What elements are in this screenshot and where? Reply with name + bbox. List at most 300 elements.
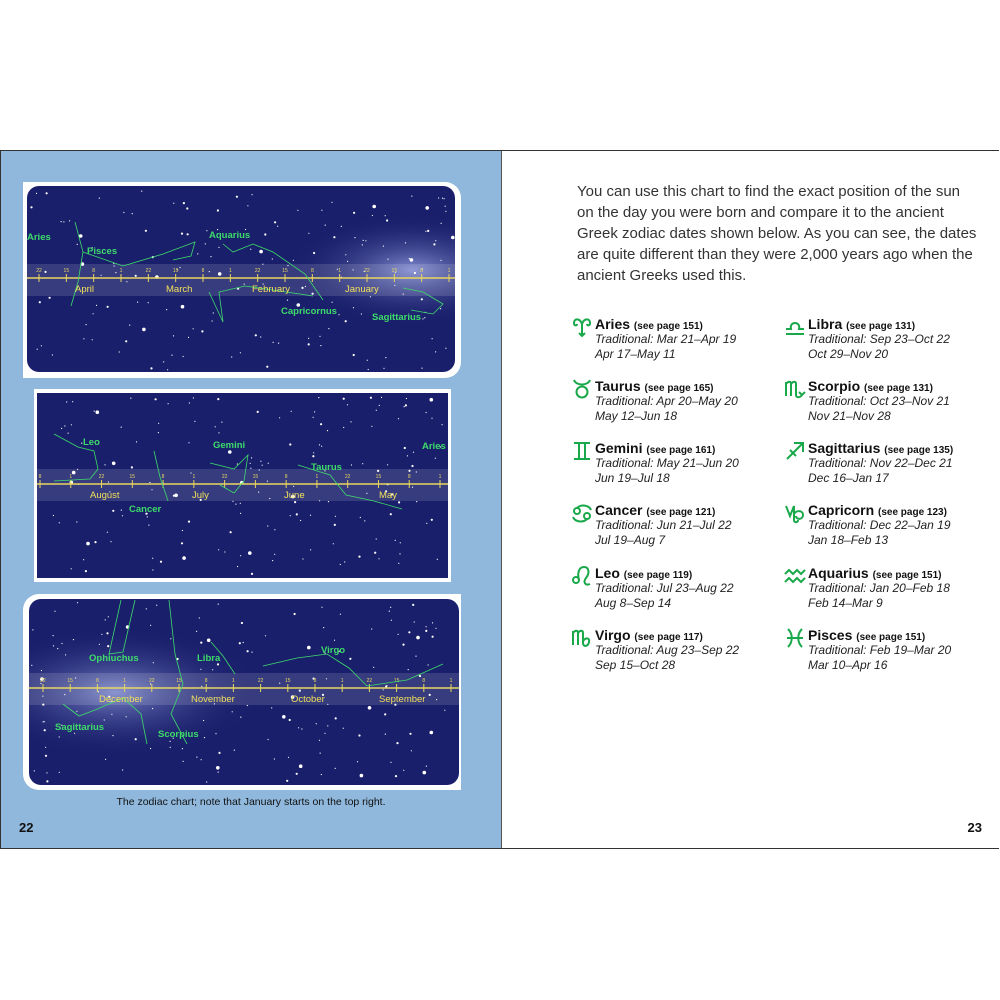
date-tick-label: 15 [172, 268, 179, 274]
star [260, 461, 261, 462]
star [308, 338, 309, 339]
page-reference: (see page 165) [644, 383, 714, 394]
star [77, 602, 78, 603]
star [298, 727, 299, 728]
star [274, 529, 275, 530]
star [194, 421, 195, 422]
star [320, 753, 321, 754]
star [252, 194, 253, 195]
star [104, 719, 105, 720]
date-tick-label: 22 [257, 678, 264, 684]
star [362, 244, 363, 245]
star [101, 634, 102, 635]
star [423, 771, 427, 775]
star [83, 338, 84, 339]
star [415, 656, 416, 657]
star [335, 717, 337, 719]
star-chart-3-svg [23, 594, 461, 790]
page-reference: (see page 121) [646, 507, 716, 518]
traditional-dates: Traditional: Jun 21–Jul 22 [595, 518, 732, 532]
date-tick-label: 15 [67, 678, 73, 684]
left-page [1, 151, 501, 848]
star [430, 731, 434, 735]
cancer-icon [571, 502, 593, 524]
date-tick-label: 22 [364, 268, 370, 274]
star [416, 501, 417, 502]
star [183, 761, 184, 762]
month-label: May [379, 490, 397, 501]
star [398, 418, 399, 419]
star [351, 464, 352, 465]
star [200, 669, 201, 670]
star [327, 430, 328, 431]
star [31, 665, 32, 666]
star [221, 422, 222, 423]
star [416, 636, 420, 640]
sign-title [808, 378, 998, 394]
star [61, 643, 62, 644]
sagittarius-icon [784, 440, 806, 462]
star [130, 398, 131, 399]
date-tick-label: 8 [38, 474, 42, 480]
sign-name: Leo [595, 565, 620, 581]
star [204, 737, 205, 738]
star [147, 516, 148, 517]
star [200, 642, 202, 644]
star [341, 226, 342, 227]
star [218, 247, 219, 248]
page-reference: (see page 131) [864, 383, 933, 394]
star [112, 510, 114, 512]
star [86, 542, 90, 546]
date-tick-label: 22 [221, 474, 228, 480]
star [335, 768, 336, 769]
star [422, 318, 423, 319]
date-tick-label: 15 [63, 268, 70, 274]
constellation-label: Pisces [87, 246, 118, 257]
star [362, 463, 363, 464]
constellation-label: Virgo [321, 645, 346, 656]
star [212, 320, 213, 321]
date-tick-label: 22 [344, 474, 351, 480]
star [433, 243, 435, 245]
star [403, 770, 404, 771]
right-page [501, 151, 1000, 848]
star [76, 711, 77, 712]
sign-title [808, 502, 998, 518]
star [156, 605, 157, 606]
star [181, 305, 185, 309]
star [296, 773, 298, 775]
date-tick-label: 1 [232, 678, 235, 684]
star [131, 466, 133, 468]
star [104, 464, 105, 465]
sign-title [595, 378, 785, 394]
page-reference: (see page 161) [646, 445, 716, 456]
sign-name: Virgo [595, 627, 631, 643]
star [301, 728, 302, 729]
star [53, 635, 54, 636]
star [445, 211, 446, 212]
star [61, 428, 62, 429]
date-tick-label: 15 [176, 678, 182, 684]
month-label: January [345, 284, 379, 295]
star [251, 652, 252, 653]
star [381, 397, 382, 398]
star [365, 240, 366, 241]
month-label: December [99, 694, 143, 705]
star [412, 604, 414, 606]
star [267, 525, 268, 526]
star [44, 729, 46, 731]
star [347, 261, 348, 262]
star [108, 616, 109, 617]
sign-title [808, 565, 998, 581]
star [296, 513, 298, 515]
star [65, 654, 66, 655]
date-tick-label: 8 [310, 268, 314, 274]
date-tick-label: 1 [340, 678, 344, 684]
star [196, 757, 197, 758]
star [410, 258, 414, 262]
actual-dates: Aug 8–Sep 14 [595, 596, 672, 610]
star [404, 406, 405, 407]
star [297, 210, 298, 211]
star [353, 354, 355, 356]
star [426, 412, 427, 413]
star [376, 410, 377, 411]
star [302, 558, 303, 559]
star [150, 748, 151, 749]
star [278, 343, 279, 344]
star [390, 513, 392, 515]
star [391, 620, 392, 621]
month-label: March [166, 284, 193, 295]
star [383, 246, 384, 247]
star [262, 465, 263, 466]
star [444, 198, 445, 199]
star [435, 240, 436, 241]
star [37, 349, 38, 350]
star [216, 766, 220, 770]
star [350, 421, 351, 422]
star [264, 233, 266, 235]
star [167, 369, 168, 370]
star [271, 707, 272, 708]
star [152, 708, 153, 709]
star [344, 561, 345, 562]
star [146, 608, 147, 609]
star [272, 560, 273, 561]
date-tick-label: 8 [161, 474, 165, 480]
star [171, 355, 172, 356]
star [199, 617, 200, 618]
date-tick-label: 15 [391, 268, 398, 274]
star [408, 669, 409, 670]
star [45, 747, 46, 748]
star [150, 367, 152, 369]
star [187, 233, 189, 235]
sign-name: Libra [808, 316, 843, 332]
date-tick-label: 8 [92, 268, 96, 274]
star [99, 644, 100, 645]
star [240, 717, 241, 718]
star [282, 715, 286, 719]
date-tick-label: 22 [98, 474, 105, 480]
star [321, 607, 322, 608]
star [36, 193, 37, 194]
star [248, 551, 252, 555]
star [398, 634, 399, 635]
star [158, 432, 159, 433]
book-spread [0, 150, 999, 849]
actual-dates: Feb 14–Mar 9 [808, 596, 883, 610]
star [324, 733, 325, 734]
star [266, 366, 268, 368]
constellation-label: Sagittarius [55, 722, 105, 733]
star [398, 563, 399, 564]
star [287, 300, 288, 301]
star [153, 662, 154, 663]
star [129, 325, 130, 326]
star [197, 253, 198, 254]
page-reference: (see page 151) [872, 570, 942, 581]
star [66, 401, 67, 402]
star [105, 619, 106, 620]
star [212, 669, 213, 670]
star [247, 205, 248, 206]
star [259, 250, 263, 254]
star-chart-panel-1 [23, 182, 461, 378]
star [46, 772, 47, 773]
star [440, 260, 441, 261]
date-tick-label: 8 [313, 678, 317, 684]
star [313, 417, 314, 418]
month-label: June [284, 490, 305, 501]
date-tick-label: 22 [149, 678, 155, 684]
page-reference: (see page 131) [846, 321, 916, 332]
page-reference: (see page 119) [623, 570, 693, 581]
star [94, 411, 95, 412]
star [440, 308, 441, 309]
month-label: September [379, 694, 426, 705]
star [122, 769, 123, 770]
star [383, 368, 384, 369]
traditional-dates: Traditional: Nov 22–Dec 21 [808, 456, 953, 470]
star [426, 766, 427, 767]
star [421, 368, 422, 369]
date-tick-label: 22 [145, 268, 152, 274]
star [371, 426, 372, 427]
pisces-icon [784, 627, 806, 649]
star [363, 240, 364, 241]
month-label: November [191, 694, 235, 705]
star [414, 621, 415, 622]
date-tick-label: 1 [192, 474, 196, 480]
star-chart-1-svg [23, 182, 461, 378]
star [294, 613, 296, 615]
star [182, 748, 183, 749]
traditional-dates: Traditional: May 21–Jun 20 [595, 456, 739, 470]
date-tick-label: 22 [40, 678, 46, 684]
star [52, 354, 53, 355]
star [257, 411, 259, 413]
star [367, 360, 368, 361]
star [432, 636, 434, 638]
actual-dates: Jun 19–Jul 18 [595, 471, 670, 485]
star [368, 706, 372, 710]
star [274, 758, 275, 759]
date-tick-label: 1 [228, 268, 232, 274]
star [320, 423, 322, 425]
star [236, 196, 238, 198]
star [121, 427, 122, 428]
actual-dates: Dec 16–Jan 17 [808, 471, 889, 485]
date-tick-label: 8 [204, 678, 208, 684]
star [354, 237, 355, 238]
constellation-label: Cancer [129, 504, 162, 515]
star [273, 342, 274, 343]
star [44, 721, 45, 722]
star [205, 243, 206, 244]
date-tick-label: 15 [393, 678, 400, 684]
star [319, 740, 320, 741]
star [215, 733, 216, 734]
star [307, 646, 311, 650]
leo-icon [571, 565, 593, 587]
star [349, 658, 351, 660]
star [142, 328, 146, 332]
star [345, 254, 346, 255]
star [425, 231, 426, 232]
star [188, 521, 190, 523]
star [189, 402, 190, 403]
star [445, 206, 446, 207]
star [265, 635, 266, 636]
star [107, 532, 108, 533]
star [428, 664, 429, 665]
actual-dates: Mar 10–Apr 16 [808, 658, 888, 672]
star [77, 244, 78, 245]
star [94, 541, 96, 543]
star [45, 755, 47, 757]
star [364, 520, 365, 521]
star [107, 645, 109, 647]
star [435, 458, 436, 459]
actual-dates: Jul 19–Aug 7 [595, 533, 666, 547]
intro-paragraph [577, 181, 977, 286]
constellation-label: Sagittarius [372, 312, 422, 323]
star [421, 298, 423, 300]
taurus-icon [571, 378, 593, 400]
star [323, 627, 324, 628]
star [196, 631, 197, 632]
page-reference: (see page 135) [884, 445, 954, 456]
star [451, 236, 455, 240]
star [405, 242, 406, 243]
sign-name: Taurus [595, 378, 641, 394]
star [372, 205, 376, 209]
actual-dates: Nov 21–Nov 28 [808, 409, 891, 423]
star [385, 357, 386, 358]
star [300, 520, 301, 521]
star [321, 446, 322, 447]
star [215, 426, 216, 427]
star [234, 750, 235, 751]
star [299, 764, 303, 768]
actual-dates: Sep 15–Oct 28 [595, 658, 676, 672]
date-tick-label: 1 [123, 678, 126, 684]
star [201, 330, 203, 332]
constellation-label: Aries [27, 232, 51, 243]
star [286, 780, 288, 782]
star [404, 447, 406, 449]
aries-icon [571, 316, 593, 338]
star [96, 410, 100, 414]
aquarius-icon [784, 565, 806, 587]
star [96, 305, 97, 306]
star [85, 570, 87, 572]
star [188, 442, 189, 443]
star [411, 196, 412, 197]
star [387, 259, 388, 260]
star [217, 398, 219, 400]
star [279, 417, 280, 418]
star [247, 705, 248, 706]
star [59, 736, 60, 737]
star [291, 411, 292, 412]
star [427, 230, 429, 232]
star [386, 219, 388, 221]
star [71, 424, 72, 425]
star [424, 317, 425, 318]
star [431, 418, 432, 419]
page-reference: (see page 123) [878, 507, 947, 518]
star [170, 747, 171, 748]
constellation-label: Gemini [213, 440, 246, 451]
star [288, 757, 289, 758]
star [63, 221, 64, 222]
star [343, 427, 344, 428]
star [395, 775, 397, 777]
star [308, 233, 309, 234]
sign-name: Capricorn [808, 502, 875, 518]
date-tick-label: 1 [438, 474, 442, 480]
star [430, 398, 434, 402]
star [268, 739, 269, 740]
star [83, 559, 84, 560]
page-number-left: 22 [19, 820, 34, 835]
date-tick-label: 22 [36, 268, 42, 274]
star [277, 226, 278, 227]
date-tick-label: 1 [447, 268, 451, 274]
star [188, 337, 189, 338]
star [148, 525, 149, 526]
star [312, 455, 314, 457]
star [308, 343, 310, 345]
star [441, 223, 442, 224]
star [345, 320, 347, 322]
star [347, 404, 348, 405]
star [206, 781, 207, 782]
date-tick-label: 1 [315, 474, 319, 480]
traditional-dates: Traditional: Oct 23–Nov 21 [808, 394, 950, 408]
traditional-dates: Traditional: Jul 23–Aug 22 [595, 581, 734, 595]
star [310, 549, 311, 550]
star [71, 568, 72, 569]
star [148, 302, 149, 303]
star [64, 425, 65, 426]
